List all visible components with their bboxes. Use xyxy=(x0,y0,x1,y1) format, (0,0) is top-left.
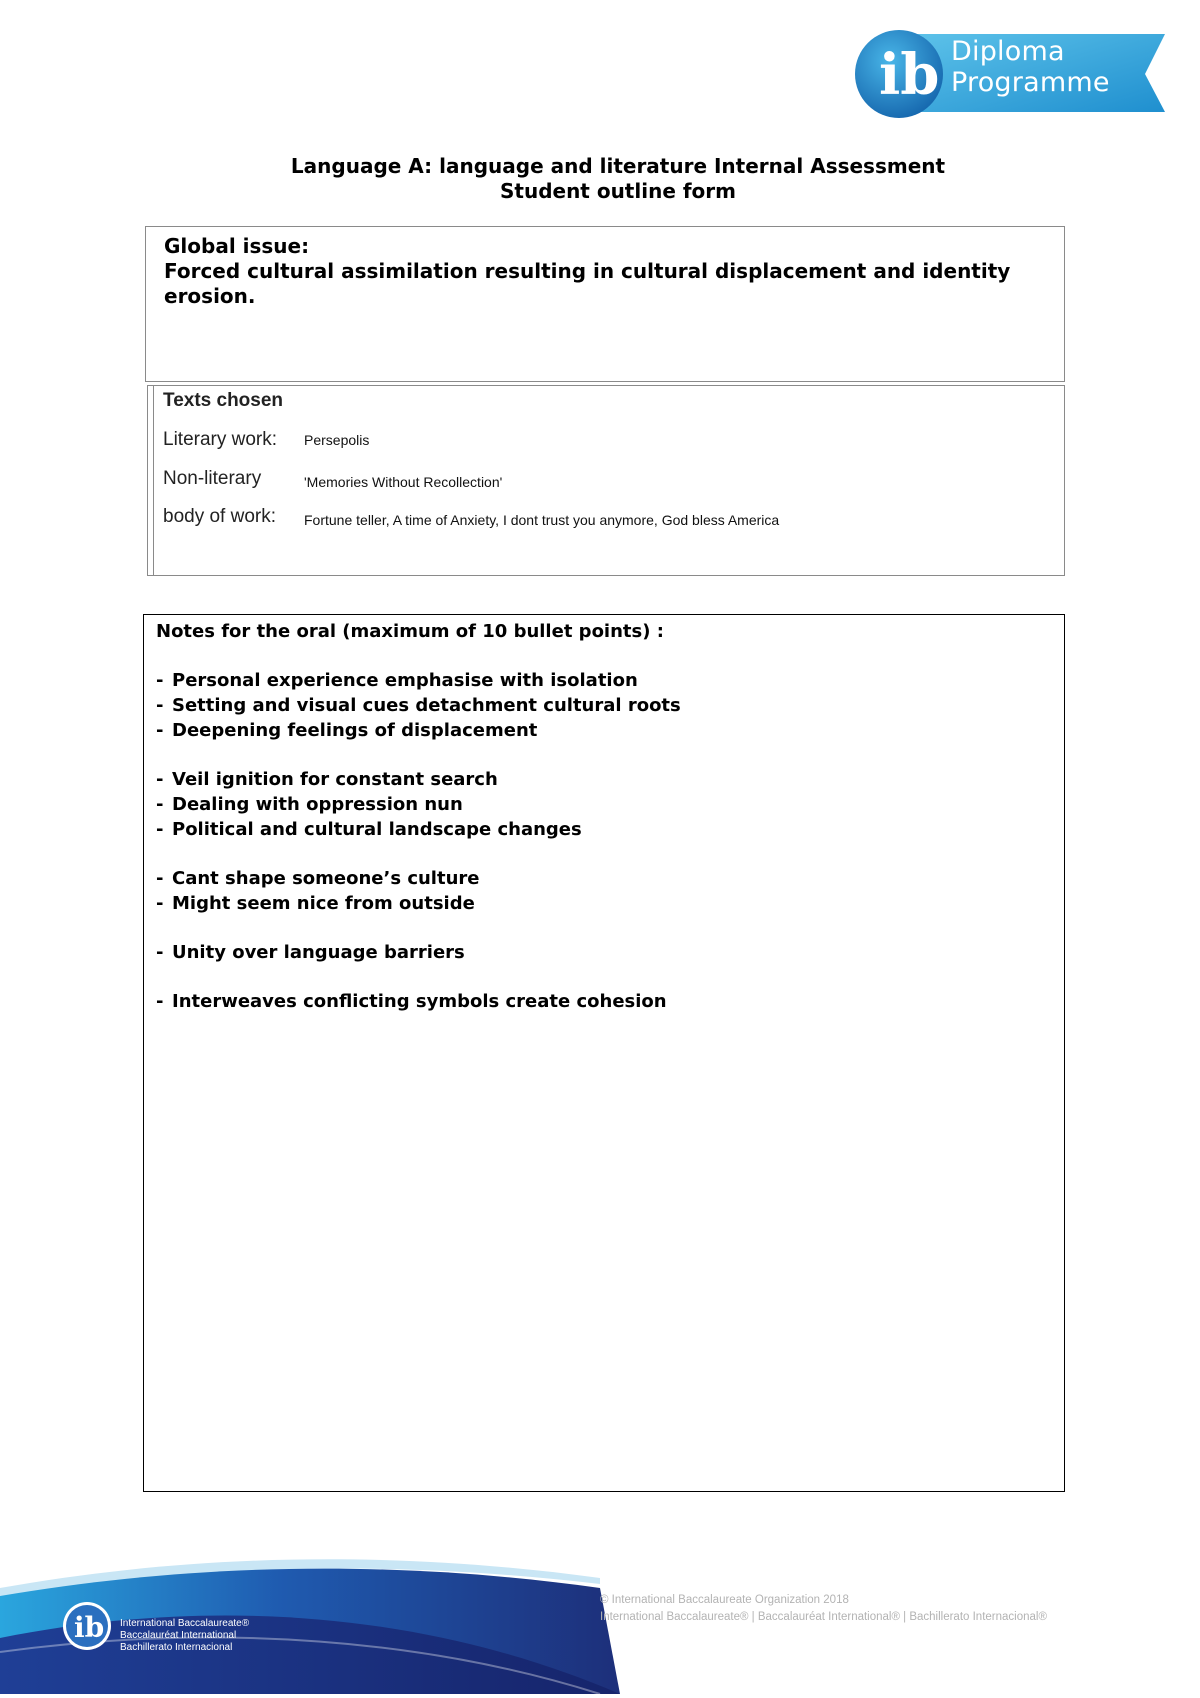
ib-organization-names: International Baccalaureate® Baccalauréat International Bachillerato Internacional xyxy=(120,1618,250,1653)
bullet-point: - Political and cultural landscape changes xyxy=(156,819,582,840)
global-issue-text: Forced cultural assimilation resulting in cultural displacement and identity erosion. xyxy=(164,259,1011,308)
body-of-work-label: body of work: xyxy=(163,506,276,527)
notes-heading: Notes for the oral (maximum of 10 bullet points) : xyxy=(156,621,664,642)
notes-box xyxy=(143,614,1065,1492)
bullet-point: - Might seem nice from outside xyxy=(156,893,475,914)
notes-group-4 xyxy=(156,940,1052,965)
bullet-point: - Cant shape someone’s culture xyxy=(156,868,480,889)
logo-text: Diploma Programme xyxy=(951,36,1110,98)
svg-text:ib: ib xyxy=(74,1611,105,1644)
title-line-1: Language A: language and literature Internal Assessment xyxy=(290,154,946,178)
non-literary-label: Non-literary xyxy=(163,468,262,489)
texts-chosen-heading: Texts chosen xyxy=(163,390,284,411)
copyright-notice xyxy=(600,1592,1047,1626)
bullet-point: - Unity over language barriers xyxy=(156,942,465,963)
copyright-line-2: International Baccalaureate® | Baccalauréat International® | Bachillerato Internacional® xyxy=(600,1611,1047,1623)
notes-group-2 xyxy=(156,767,1052,842)
texts-chosen-box xyxy=(147,385,1065,576)
copyright-line-1: © International Baccalaureate Organization 2018 xyxy=(600,1594,849,1606)
notes-group-5 xyxy=(156,989,1052,1014)
bullet-point: - Interweaves conflicting symbols create cohesion xyxy=(156,991,667,1012)
global-issue-box xyxy=(145,226,1065,382)
bullet-point: - Dealing with oppression nun xyxy=(156,794,463,815)
literary-work-label: Literary work: xyxy=(163,429,278,450)
body-of-work-value: Fortune teller, A time of Anxiety, I dont trust you anymore, God bless America xyxy=(304,512,780,528)
non-literary-value: 'Memories Without Recollection' xyxy=(304,474,503,490)
svg-text:ib: ib xyxy=(879,42,940,108)
notes-group-3 xyxy=(156,866,1052,916)
bullet-point: - Personal experience emphasise with isolation xyxy=(156,670,638,691)
bullet-point: - Deepening feelings of displacement xyxy=(156,720,538,741)
global-issue-label: Global issue: xyxy=(164,234,310,258)
ib-diploma-logo xyxy=(853,28,1165,120)
bullet-point: - Setting and visual cues detachment cultural roots xyxy=(156,695,681,716)
literary-work-value: Persepolis xyxy=(304,432,370,448)
form-title xyxy=(246,154,990,204)
title-line-2: Student outline form xyxy=(499,179,736,203)
bullet-point: - Veil ignition for constant search xyxy=(156,769,498,790)
ib-footer-logo xyxy=(62,1601,112,1651)
notes-group-1 xyxy=(156,668,1052,743)
